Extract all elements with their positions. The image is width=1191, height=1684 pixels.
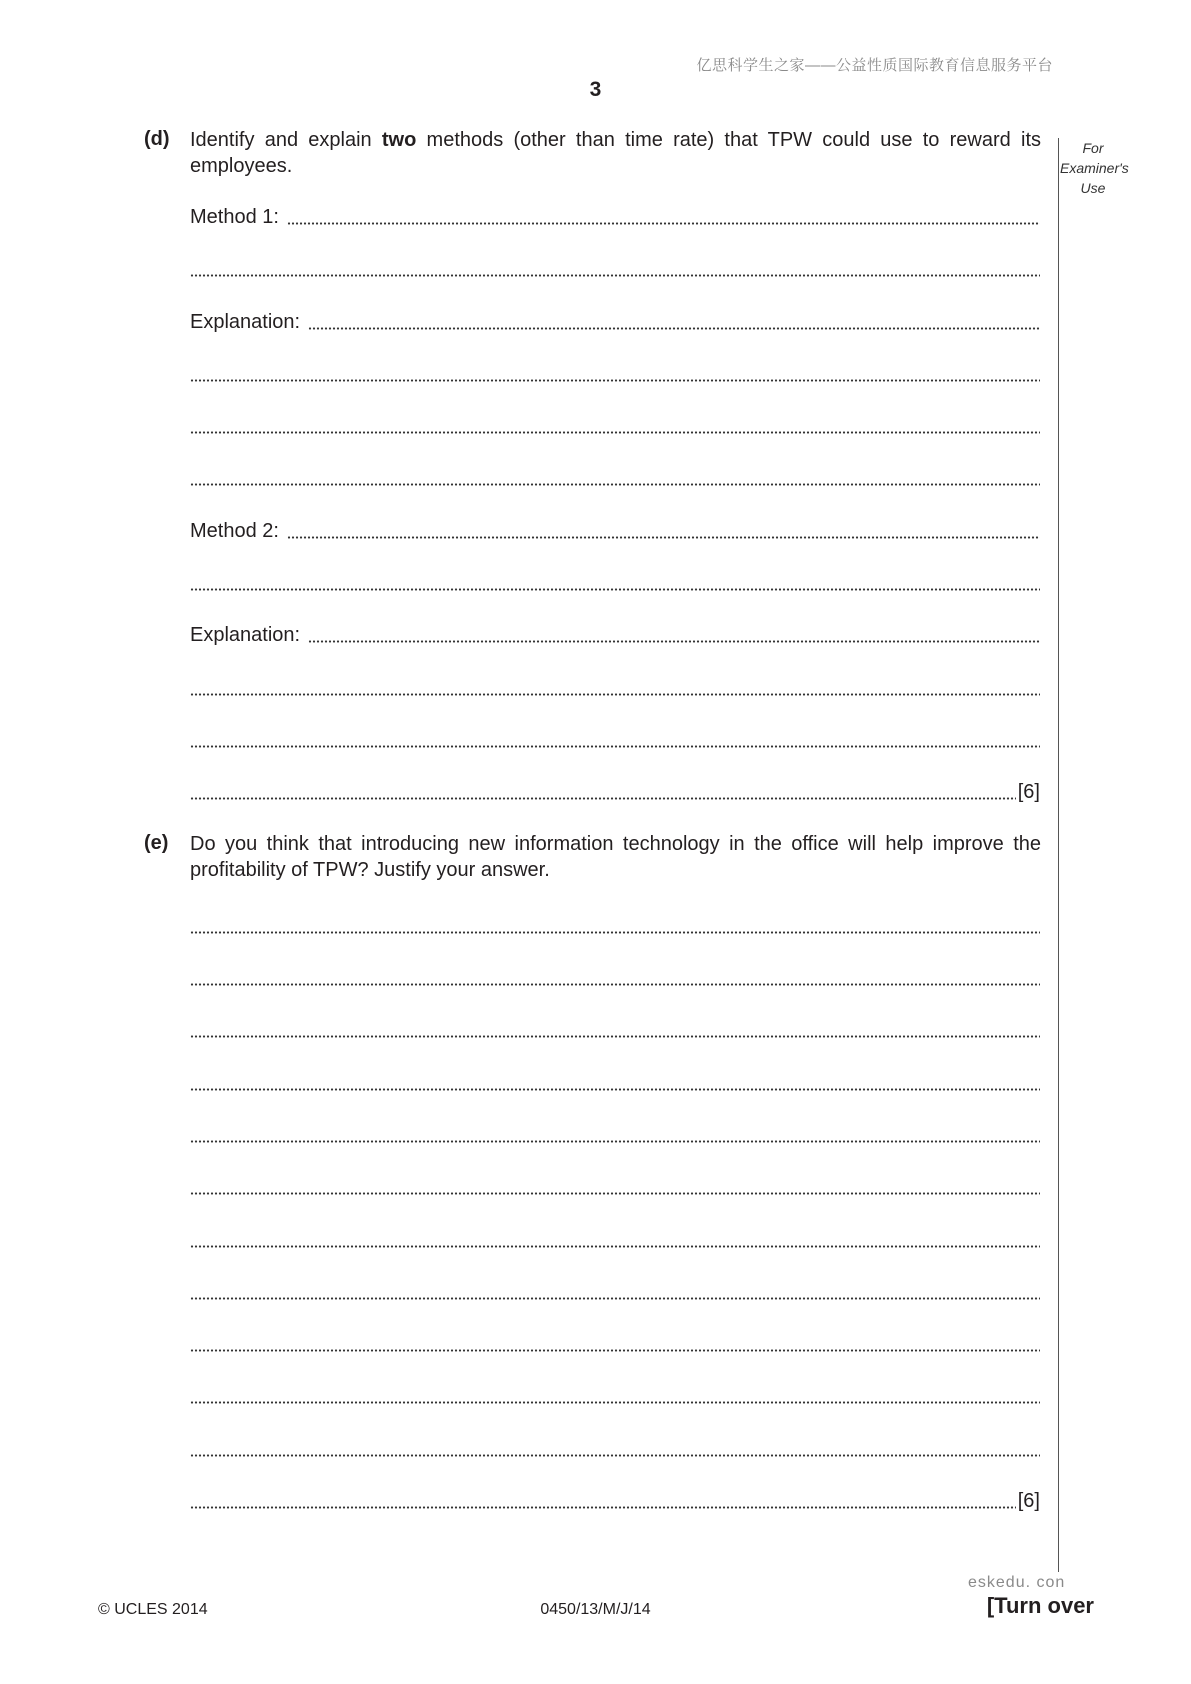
method-2-answer-line[interactable] bbox=[190, 519, 1040, 543]
dotted-line bbox=[190, 483, 1040, 486]
dotted-line bbox=[190, 693, 1040, 696]
answer-line[interactable] bbox=[190, 1123, 1040, 1147]
dotted-line bbox=[190, 797, 1016, 800]
question-d-text-bold: two bbox=[381, 129, 417, 151]
dotted-line bbox=[190, 1454, 1040, 1457]
question-e-marks: [6] bbox=[1017, 1490, 1040, 1512]
dotted-line bbox=[190, 745, 1040, 748]
method-1-answer-line[interactable] bbox=[190, 205, 1040, 229]
answer-line[interactable] bbox=[190, 728, 1040, 752]
dotted-line bbox=[190, 274, 1040, 277]
question-d-label: (d) bbox=[144, 128, 170, 150]
explanation-1-label: Explanation: bbox=[190, 311, 301, 333]
dotted-line bbox=[190, 1192, 1040, 1195]
answer-line[interactable] bbox=[190, 257, 1040, 281]
turn-over-label: [Turn over bbox=[986, 1593, 1094, 1618]
dotted-line bbox=[190, 379, 1040, 382]
examiner-margin-line bbox=[1058, 138, 1059, 1572]
explanation-2-label: Explanation: bbox=[190, 624, 301, 646]
dotted-line bbox=[190, 431, 1040, 434]
dotted-line bbox=[190, 983, 1040, 986]
answer-line[interactable] bbox=[190, 414, 1040, 438]
dotted-line bbox=[190, 1245, 1040, 1248]
dotted-line bbox=[190, 1088, 1040, 1091]
dotted-line bbox=[190, 931, 1040, 934]
dotted-line bbox=[190, 1035, 1040, 1038]
footer-watermark: eskedu. con bbox=[968, 1574, 1066, 1591]
question-d-marks: [6] bbox=[1017, 781, 1040, 803]
dotted-line bbox=[190, 1506, 1016, 1509]
method-1-label: Method 1: bbox=[190, 206, 279, 228]
answer-line[interactable] bbox=[190, 1332, 1040, 1356]
examiner-label-line1: For bbox=[1082, 140, 1104, 156]
dotted-line bbox=[308, 327, 1040, 330]
examiner-label-line2: Examiner's bbox=[1060, 160, 1129, 176]
answer-line[interactable] bbox=[190, 362, 1040, 386]
paper-code: 0450/13/M/J/14 bbox=[540, 1601, 651, 1618]
dotted-line bbox=[190, 588, 1040, 591]
answer-line[interactable] bbox=[190, 966, 1040, 990]
answer-line[interactable] bbox=[190, 1071, 1040, 1095]
explanation-1-answer-line[interactable] bbox=[190, 310, 1040, 334]
explanation-2-answer-line[interactable] bbox=[190, 623, 1040, 647]
dotted-line bbox=[190, 1401, 1040, 1404]
answer-line[interactable] bbox=[190, 571, 1040, 595]
answer-line[interactable] bbox=[190, 1384, 1040, 1408]
dotted-line bbox=[190, 1349, 1040, 1352]
question-e-text: Do you think that introducing new information technology in the office will help improve the profitability of TPW? Justify your answer. bbox=[190, 833, 1041, 881]
question-d-text bbox=[190, 127, 1041, 179]
dotted-line bbox=[190, 1297, 1040, 1300]
answer-line[interactable] bbox=[190, 1018, 1040, 1042]
answer-line[interactable] bbox=[190, 914, 1040, 938]
dotted-line bbox=[287, 536, 1040, 539]
dotted-line bbox=[308, 640, 1040, 643]
copyright: © UCLES 2014 bbox=[98, 1601, 208, 1618]
answer-line[interactable] bbox=[190, 1175, 1040, 1199]
method-2-label: Method 2: bbox=[190, 520, 279, 542]
question-d-text-start: Identify and explain bbox=[190, 129, 382, 151]
question-d-text-end: methods (other than time rate) that TPW could use to reward its employees. bbox=[190, 129, 1041, 177]
dotted-line bbox=[190, 1140, 1040, 1143]
answer-line[interactable] bbox=[190, 466, 1040, 490]
question-e-label: (e) bbox=[144, 832, 169, 854]
page-number: 3 bbox=[589, 78, 602, 101]
answer-line-final[interactable] bbox=[190, 780, 1040, 804]
answer-line[interactable] bbox=[190, 1437, 1040, 1461]
answer-line-final[interactable] bbox=[190, 1489, 1040, 1513]
header-watermark: 亿思科学生之家——公益性质国际教育信息服务平台 bbox=[696, 57, 1053, 74]
dotted-line bbox=[287, 222, 1040, 225]
examiner-label-line3: Use bbox=[1080, 180, 1106, 196]
examiner-use-label bbox=[1060, 138, 1129, 198]
answer-line[interactable] bbox=[190, 1228, 1040, 1252]
answer-line[interactable] bbox=[190, 676, 1040, 700]
answer-line[interactable] bbox=[190, 1280, 1040, 1304]
